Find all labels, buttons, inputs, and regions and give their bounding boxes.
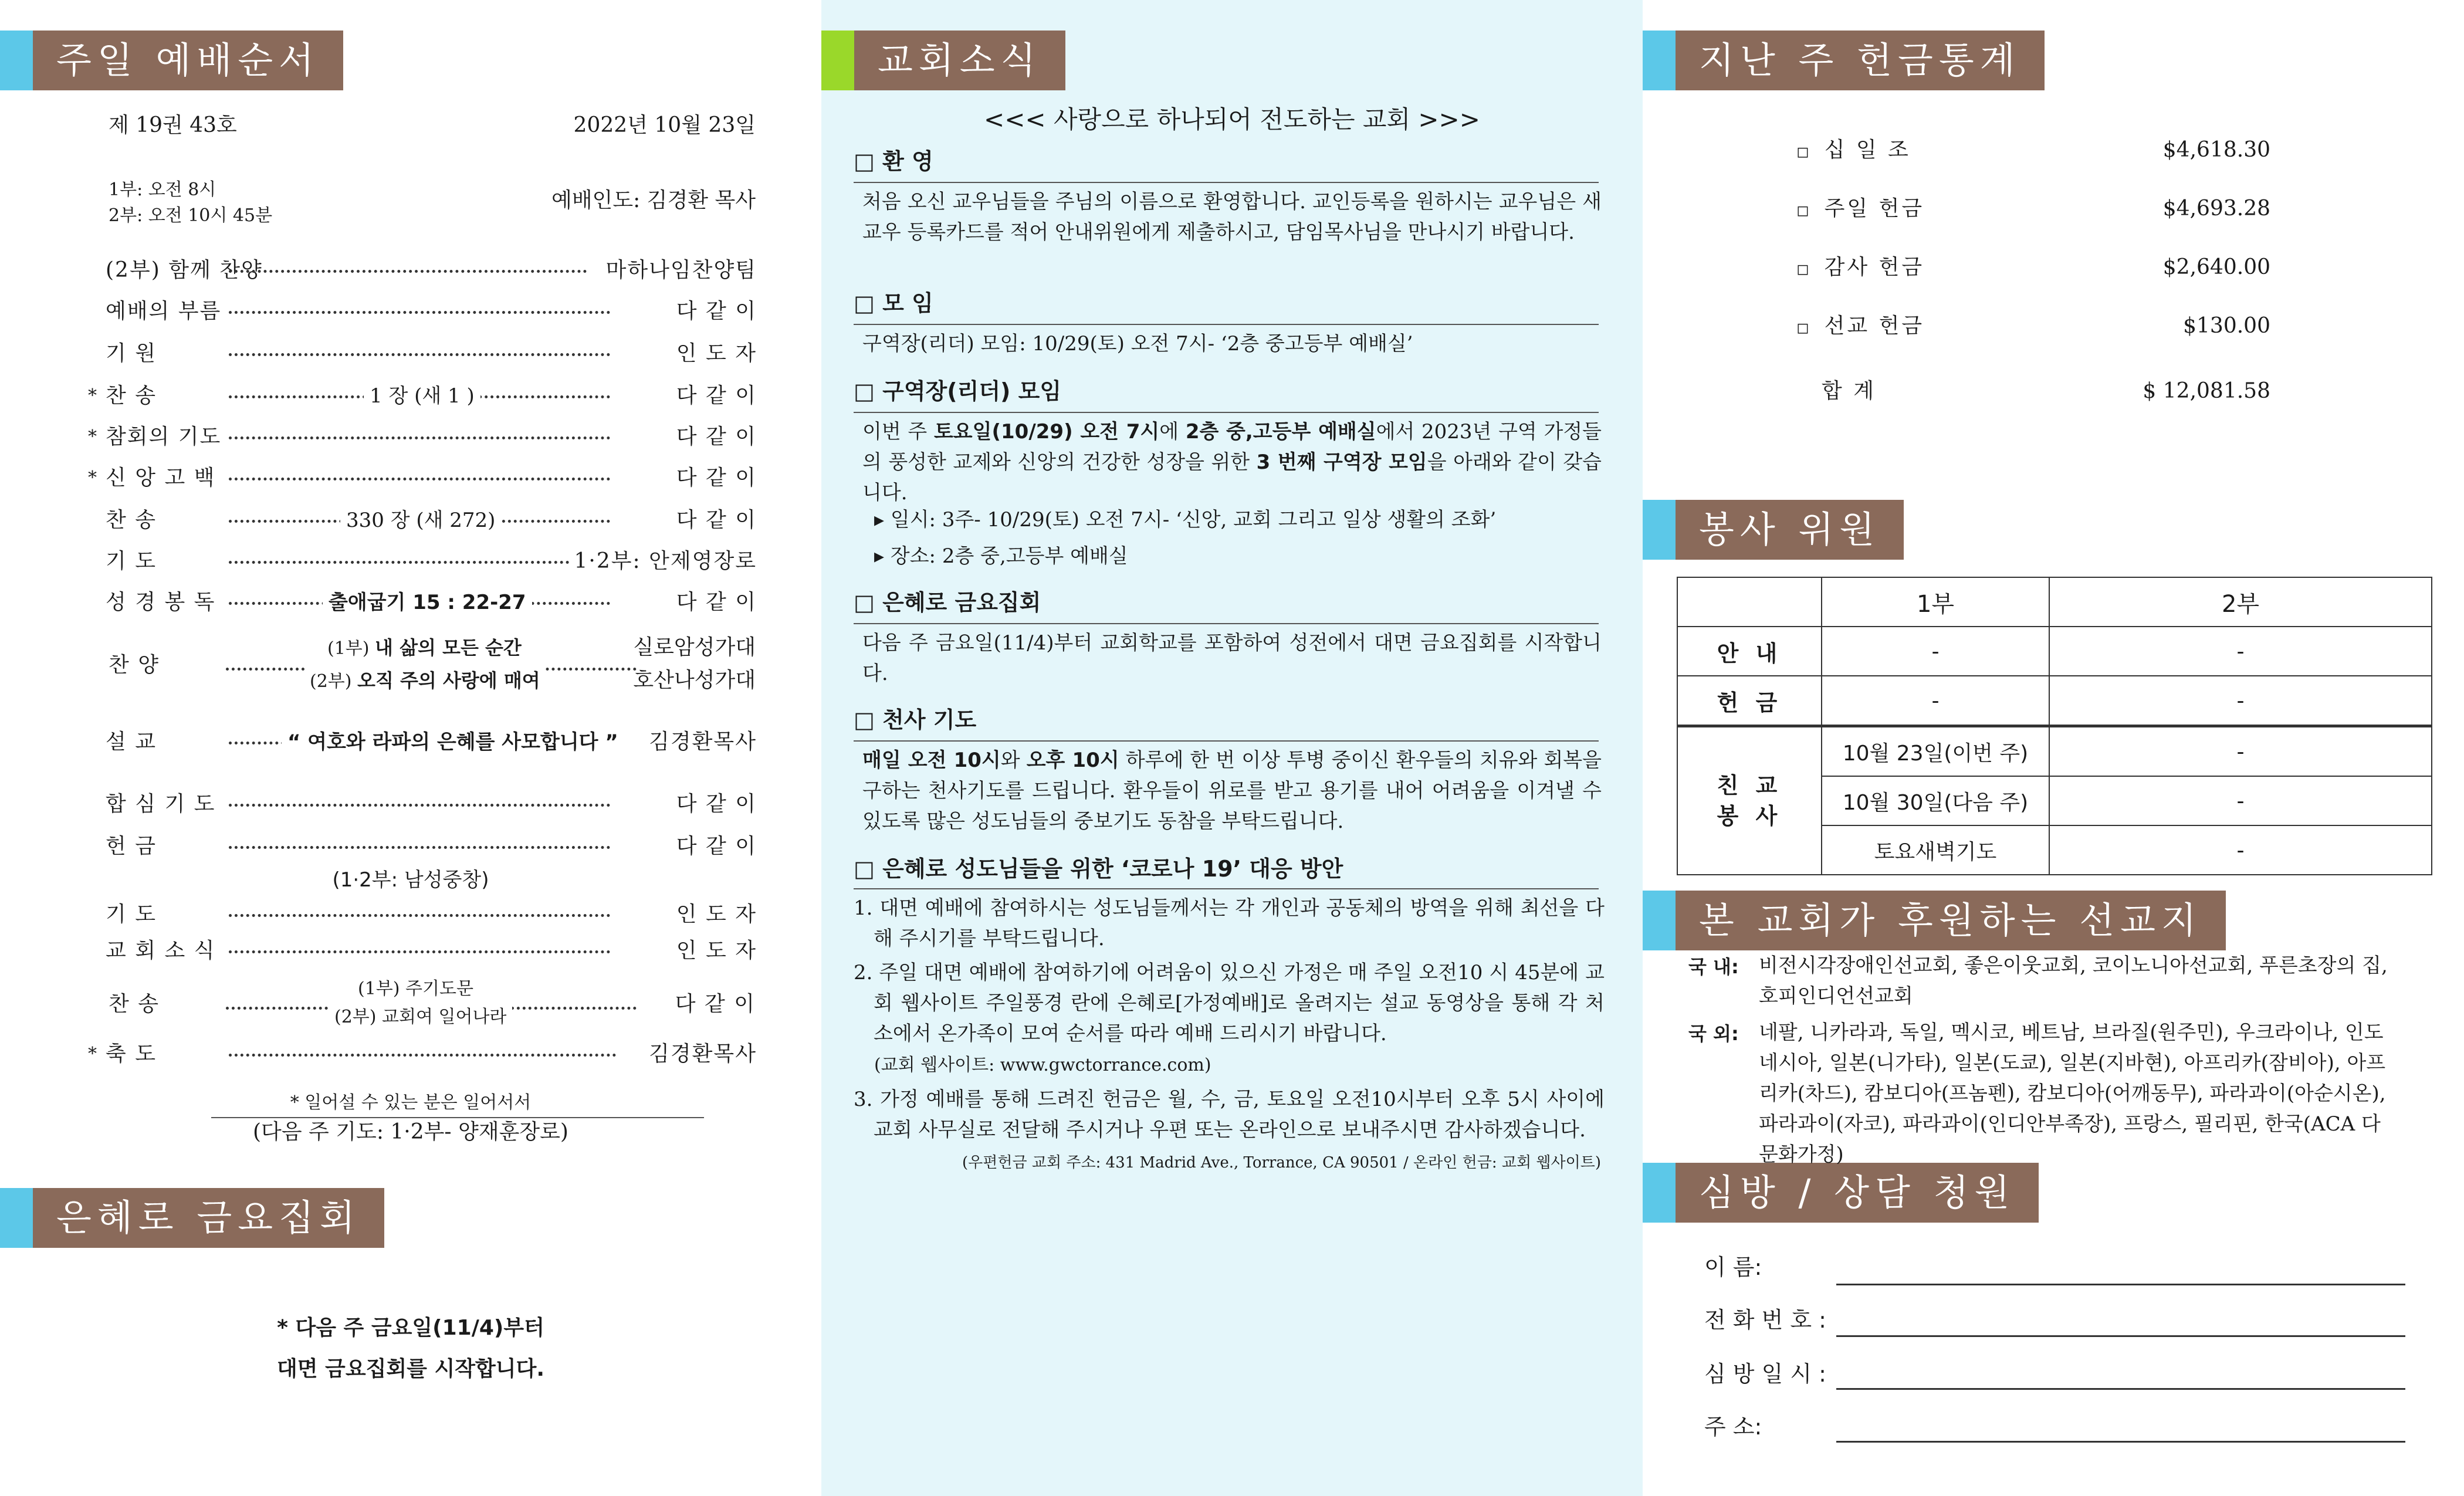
order-label: 찬 송 [106,384,157,408]
table-cell: - [2049,776,2432,825]
angel-text-a: 매일 오전 10시 [862,749,1001,772]
order-label: 기 도 [106,902,157,926]
visit-name-label: 이 름: [1704,1254,1762,1280]
service-time-2: 2부: 오전 10시 45분 [109,205,273,226]
leader-dots [229,270,587,273]
news-rule [854,740,1599,742]
news-rule [854,623,1599,624]
worship-order-item [88,463,757,493]
offering-item-label [1796,196,1924,224]
friday-news-body: 다음 주 금요일(11/4)부터 교회학교를 포함하여 성전에서 대면 금요집회를 시작합니다. [862,631,1602,685]
note-rule [211,1117,704,1118]
leaders-text-a: 이번 주 [862,420,934,444]
col-header-2: 2부 [2049,577,2432,627]
worship-title: 주일 예배순서 [33,31,343,90]
table-cell: - [2049,627,2432,676]
domestic-label: 국 내: [1688,956,1739,978]
covid-item-1: 1. 대면 예배에 참여하시는 성도님들께서는 각 개인과 공동체의 방역을 위해 최선을 다해 주시기를 부탁드립니다. [854,896,1605,950]
stand-marker: * [88,385,97,406]
order-label: 교 회 소 식 [106,939,216,963]
table-row [1677,726,2432,777]
order-detail: 330 장 (새 272) [340,506,501,535]
offering-item-amount: $130.00 [2183,314,2270,338]
offering-title: 지난 주 헌금통계 [1676,31,2045,90]
anthem-choir-2: 호산나성가대 [633,668,756,692]
worship-order-item [88,339,757,368]
offering-item-amount: $4,693.28 [2162,197,2270,221]
order-label: 축 도 [106,1042,157,1066]
row-label-fellowship: 친 교 봉 사 [1677,726,1822,875]
news-rule [854,412,1599,413]
closing-hymn-line-2: (2부) 교회여 일어나라 [329,1004,512,1030]
covid-website: (교회 웹사이트: www.gwctorrance.com) [874,1055,1211,1075]
order-detail: 출애굽기 15 : 22-27 [323,588,532,617]
header-tab [1643,1163,1676,1223]
order-label: 헌 금 [106,834,157,858]
visit-phone-label: 전 화 번 호 : [1704,1307,1826,1333]
missions-title: 본 교회가 후원하는 선교지 [1676,891,2226,950]
table-cell: 10월 30일(다음 주) [1822,776,2049,825]
worship-order-item [88,588,757,617]
order-label: 신 앙 고 백 [106,466,216,490]
header-tab [1643,31,1676,90]
col-header-1: 1부 [1822,577,2049,627]
covid-address-note: (우편헌금 교회 주소: 431 Madrid Ave., Torrance, CA 90501 / 온라인 헌금: 교회 웹사이트) [962,1154,1601,1172]
anthem-label: 찬 양 [109,653,160,677]
anthem-song-1: 내 삶의 모든 순간 [375,637,522,659]
leader-dots [229,914,610,917]
friday-news-heading: □ 은혜로 금요집회 [854,590,1041,615]
worship-order-item [88,727,757,757]
order-label: 성 경 봉 독 [106,590,216,614]
header-tab [0,1188,33,1248]
friday-title: 은혜로 금요집회 [33,1188,384,1248]
welcome-body: 처음 오신 교우님들을 주님의 이름으로 환영합니다. 교인등록을 원하시는 교우님은 새교우 등록카드를 적어 안내위원에게 제출하시고, 담임목사님을 만나시기 바랍니다. [862,190,1602,244]
service-time-1: 1부: 오전 8시 [109,180,216,200]
checkbox-icon: ◻ [1796,202,1812,219]
meeting-heading: □ 모 임 [854,290,933,316]
leaders-text-e: 에서 2023년 구역 가정들의 풍성한 교제와 신앙의 건강한 성장을 위한 [862,420,1602,474]
order-label: 기 원 [106,341,157,365]
angel-body [862,745,1602,837]
leader-dots [229,353,610,356]
leader-dots [229,561,581,564]
header-tab [1643,891,1676,950]
worship-order-item [88,256,757,285]
leader-dots [229,1054,616,1057]
anthem-part-2: (2부) [310,671,352,692]
leader-dots [229,950,610,953]
order-label: (2부) 함께 찬양 [106,258,263,282]
leader-dots [229,804,610,807]
table-cell: - [1822,676,2049,726]
visit-address-field[interactable] [1836,1441,2405,1443]
worship-order-item [88,506,757,535]
order-label: 기 도 [106,549,157,573]
order-leader: 다 같 이 [672,297,757,326]
overseas-list: 네팔, 니카라과, 독일, 멕시코, 베트남, 브라질(원주민), 우크라이나, 인도네시아, 일본(니가타), 일본(도쿄), 일본(지바현), 아프리카(잠비아), 아프리카(차드), 캄보디아(프놈펜), 캄보디아(어깨동무), 파라과이(아순시온), 파라과이(자코), 파라과이(인디안부족장), 프랑스, 필리핀, 한국(ACA 다문화가정) [1759,1021,2386,1166]
leaders-text-b: 토요일(10/29) 오전 7시 [933,420,1160,444]
order-leader: 김경환목사 [644,727,757,757]
covid-heading: □ 은혜로 성도님들을 위한 ‘코로나 19’ 대응 방안 [854,856,1343,882]
closing-hymn-label: 찬 송 [109,992,160,1016]
order-leader: 다 같 이 [672,506,757,535]
table-cell: - [2049,726,2432,777]
worship-order-item [88,422,757,452]
table-cell: - [1822,627,2049,676]
angel-heading: □ 천사 기도 [854,707,977,733]
stand-marker: * [88,1044,97,1064]
order-leader: 다 같 이 [672,790,757,819]
offering-item-label [1796,137,1911,165]
meeting-body: 구역장(리더) 모임: 10/29(토) 오전 7시- ‘2층 중고등부 예배실’ [862,332,1413,356]
checkbox-icon: ◻ [1796,319,1812,337]
visit-date-label: 심 방 일 시 : [1704,1361,1826,1387]
leaders-text-f: 3 번째 구역장 모임 [1256,451,1427,474]
leaders-item-2: ▸ 장소: 2층 중,고등부 예배실 [874,544,1128,568]
angel-text-b: 와 [1000,749,1027,772]
stand-note: * 일어설 수 있는 분은 일어서서 [290,1092,532,1113]
order-leader: 김경환목사 [644,1040,757,1069]
news-rule [854,324,1599,325]
overseas-label: 국 외: [1688,1023,1739,1045]
worship-order-item [88,547,757,576]
offering-total-label: 합 계 [1822,379,1876,403]
leaders-text-c: 에 [1159,420,1186,444]
table-row [1677,577,2432,627]
order-leader: 인 도 자 [672,900,757,929]
anthem-line-2 [305,668,545,695]
order-detail: 1 장 (새 1 ) [364,381,480,411]
table-cell: - [2049,825,2432,875]
closing-hymn-lead: 다 같 이 [675,992,756,1016]
worship-order-item [88,936,757,966]
visit-address-label: 주 소: [1704,1414,1762,1440]
row-label-guide: 안 내 [1677,627,1822,676]
visit-date-field[interactable] [1836,1388,2405,1390]
checkbox-icon: ◻ [1796,143,1812,161]
offering-note: (1·2부: 남성중창) [332,868,489,892]
order-detail: “ 여호와 라파의 은혜를 사모합니다 ” [282,727,624,757]
angel-text-d: 하루에 한 번 이상 투병 중이신 환우들의 치유와 회복을 구하는 천사기도를 드립니다. 환우들이 위로를 받고 용기를 내어 어려움을 이겨낼 수 있도록 많은 성도님들의 중보기도 동참을 부탁드립니다. [862,749,1602,833]
worship-order-item [88,832,757,861]
offering-label-text: 선교 헌금 [1824,314,1925,338]
leaders-text-g: 을 아래와 같이 갖습니다. [862,451,1602,505]
order-leader: 인 도 자 [672,936,757,966]
leaders-body [862,417,1602,508]
checkbox-icon: ◻ [1796,260,1812,278]
order-leader: 인 도 자 [672,339,757,368]
leaders-heading: □ 구역장(리더) 모임 [854,378,1062,404]
order-leader: 1·2부: 안제영장로 [570,547,757,576]
angel-text-c: 오후 10시 [1026,749,1119,772]
closing-hymn-line-1: (1부) 주기도문 [352,976,479,1002]
anthem-choir-1: 실로암성가대 [633,635,756,659]
offering-item-amount: $4,618.30 [2162,138,2270,162]
table-cell: - [2049,676,2432,726]
anthem-part-1: (1부) [327,638,370,659]
order-leader: 다 같 이 [672,422,757,452]
offering-item-label [1796,255,1924,282]
leader-dots [229,311,610,314]
order-label: 참회의 기도 [106,425,222,449]
order-label: 합 심 기 도 [106,792,216,816]
covid-item-3: 3. 가정 예배를 통해 드려진 헌금은 월, 수, 금, 토요일 오전10시부터 오후 5시 사이에 교회 사무실로 전달해 주시거나 우편 또는 온라인으로 보내주시면 감사하겠습니다. [854,1088,1605,1142]
leaders-text-d: 2층 중,고등부 예배실 [1185,420,1376,444]
domestic-list: 비전시각장애인선교회, 좋은이웃교회, 코이노니아선교회, 푸른초장의 집, 호피인디언선교회 [1759,954,2388,1008]
worship-column [0,0,821,1496]
stand-marker: * [88,468,97,488]
leader-dots [229,436,610,439]
offering-item-amount: $2,640.00 [2162,255,2270,279]
order-label: 찬 송 [106,508,157,532]
offering-label-text: 주일 헌금 [1824,197,1925,221]
covid-item-2: 2. 주일 대면 예배에 참여하기에 어려움이 있으신 가정은 매 주일 오전10 시 45분에 교회 웹사이트 주일풍경 란에 은혜로[가정예배]로 올려지는 설교 동영상을 통해 각 처소에서 온가족이 모여 순서를 따라 예배 드리시기 바랍니다. [854,961,1605,1045]
news-rule [854,888,1599,889]
table-row [1677,627,2432,676]
order-leader: 다 같 이 [672,588,757,617]
table-cell: 10월 23일(이번 주) [1822,726,2049,777]
offering-label-text: 십 일 조 [1824,138,1911,162]
offering-label-text: 감사 헌금 [1824,255,1925,279]
leader-dots [229,478,610,480]
worship-order-item [88,297,757,326]
table-corner [1677,577,1822,627]
header-tab [1643,500,1676,560]
offering-item-label [1796,313,1924,341]
volume-number: 제 19권 43호 [109,113,237,137]
order-leader: 다 같 이 [672,463,757,493]
anthem-song-2: 오직 주의 사랑에 매여 [357,669,540,692]
visit-phone-field[interactable] [1836,1335,2405,1337]
table-row [1677,676,2432,726]
header-tab [821,31,854,90]
volunteer-title: 봉사 위원 [1676,500,1904,560]
worship-order-item [88,790,757,819]
table-cell: 토요새벽기도 [1822,825,2049,875]
worship-order-item [88,381,757,411]
next-prayer: (다음 주 기도: 1·2부- 양재훈장로) [253,1120,568,1144]
offering-total-amount: $ 12,081.58 [2143,379,2270,403]
row-label-offering: 헌 금 [1677,676,1822,726]
visit-title: 심방 / 상담 청원 [1676,1163,2039,1223]
church-slogan: <<< 사랑으로 하나되어 전도하는 교회 >>> [984,105,1480,134]
news-rule [854,182,1599,183]
friday-line-2: 대면 금요집회를 시작합니다. [276,1357,545,1381]
leader-dots [229,846,610,849]
worship-order-item [88,1040,757,1069]
leaders-item-1: ▸ 일시: 3주- 10/29(토) 오전 7시- ‘신앙, 교회 그리고 일상 생활의 조화’ [874,508,1497,532]
header-tab [0,31,33,90]
stand-marker: * [88,427,97,447]
anthem-line-1 [323,635,526,662]
order-label: 예배의 부름 [106,299,222,323]
order-leader: 마하나임찬양팀 [601,256,757,285]
worship-leader: 예배인도: 김경환 목사 [551,188,756,212]
volunteer-table [1677,577,2432,875]
visit-name-field[interactable] [1836,1284,2405,1285]
order-leader: 다 같 이 [672,381,757,411]
welcome-heading: □ 환 영 [854,148,933,174]
order-leader: 다 같 이 [672,832,757,861]
bulletin-date: 2022년 10월 23일 [573,113,756,137]
news-title: 교회소식 [854,31,1065,90]
friday-line-1: * 다음 주 금요일(11/4)부터 [277,1316,544,1340]
worship-order-item [88,900,757,929]
order-label: 설 교 [106,730,157,754]
